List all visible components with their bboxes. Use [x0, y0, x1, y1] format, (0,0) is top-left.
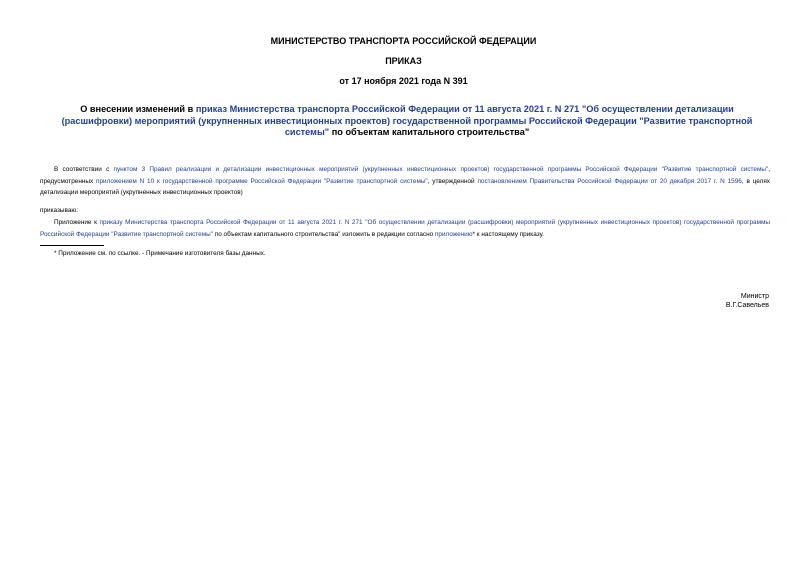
title-prefix: О внесении изменений в: [80, 104, 196, 114]
order-paragraph: [40, 217, 770, 240]
title-order-link[interactable]: приказ Министерства транспорта Российской Федерации от 11 августа 2021 г. N 271 "Об осуществлении детализации (расшифровки) мероприятий (укрупненных инвестиционных проектов) государственной программы Российской Федерации "Развитие транспортной системы": [61, 104, 753, 137]
preamble-paragraph: [40, 164, 770, 199]
order-date-heading: от 17 ноября 2021 года N 391: [339, 76, 468, 86]
footnote: * Приложение см. по ссылке. - Примечание изготовителя базы данных.: [54, 250, 266, 257]
government-decree-link[interactable]: постановлением Правительства Российской Федерации от 20 декабря 2017 г. N 1596: [477, 177, 742, 185]
ministry-heading: МИНИСТЕРСТВО ТРАНСПОРТА РОССИЙСКОЙ ФЕДЕРАЦИИ: [270, 36, 537, 46]
order-type-heading: ПРИКАЗ: [385, 56, 422, 66]
rules-link[interactable]: пунктом 3 Правил реализации и детализации инвестиционных мероприятий (укрупненных инвестиционных проектов) государственной программы Российской Федерации "Развитие транспортной системы": [113, 166, 769, 173]
order-271-link[interactable]: приказу Министерства транспорта Российской Федерации от 11 августа 2021 г. N 271 "Об осуществлении детализации (расшифровки) мероприятий (укрупненных инвестиционных проектов) государственной программы Российской Федерации "Развитие транспортной системы": [40, 219, 770, 238]
preamble-text-a: В соответствии с: [54, 166, 114, 173]
document-title: [48, 104, 766, 139]
preamble-text-c: , утвержденной: [427, 177, 478, 185]
signature-name: В.Г.Савельев: [725, 302, 769, 309]
order-text-b: по объектам капитального строительства" изложить в редакции согласно: [212, 230, 435, 238]
preamble-text-b: , предусмотренных: [40, 166, 770, 185]
order-text-c: * к настоящему приказу.: [472, 230, 544, 238]
appendix-10-link[interactable]: приложением N 10 к государственной программе Российской Федерации "Развитие транспортной системы": [96, 177, 428, 185]
appendix-link[interactable]: приложению: [434, 230, 473, 238]
preamble-text-d: , в целях детализации мероприятий (укрупненных инвестиционных проектов): [40, 177, 770, 196]
signature-title: Министр: [740, 293, 769, 300]
order-word: приказываю:: [40, 207, 78, 214]
title-suffix: по объектам капитального строительства": [329, 127, 530, 137]
order-text-a: Приложение к: [54, 219, 100, 226]
footnote-divider: [40, 245, 104, 246]
